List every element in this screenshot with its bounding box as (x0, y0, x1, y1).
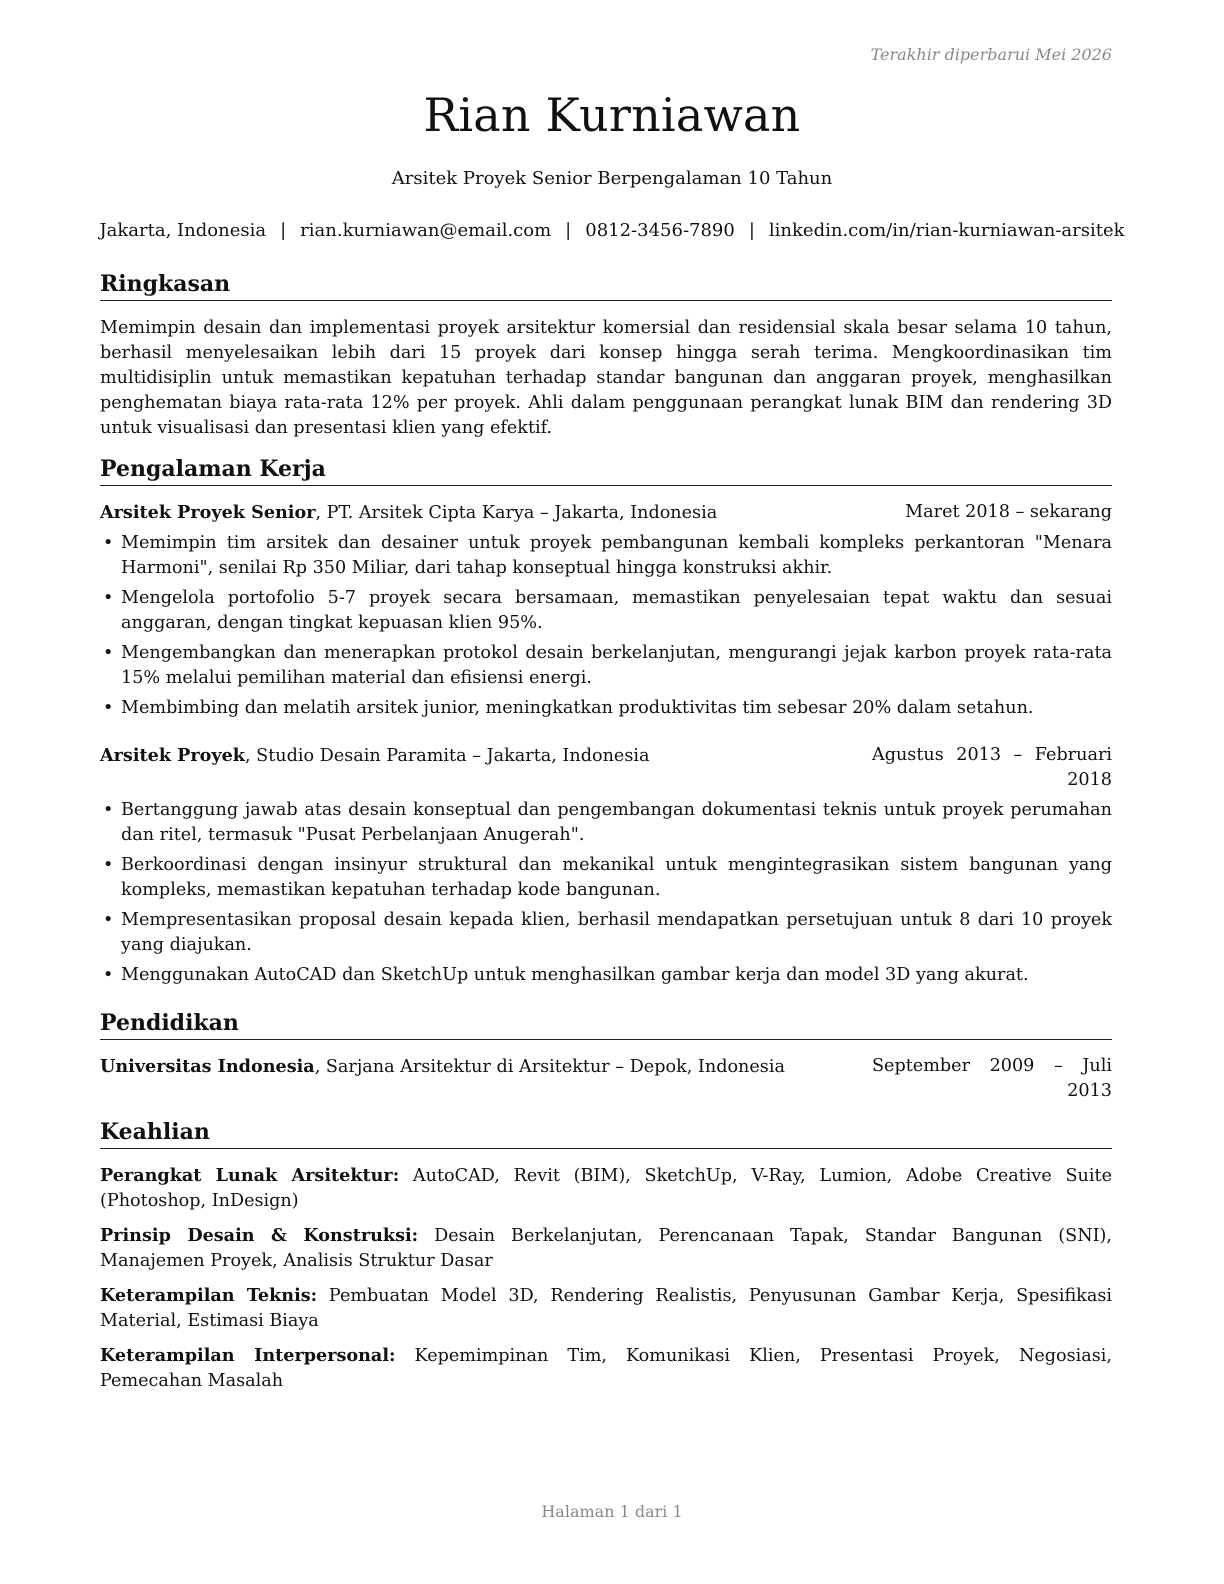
job-bullet: • Memimpin tim arsitek dan desainer untuk proyek pembangunan kembali kompleks perkantoran "Menara Harmoni", senilai Rp 350 Miliar, dari tahap konseptual hingga konstruksi akhir. (103, 533, 1112, 578)
job-bullet: • Mengembangkan dan menerapkan protokol desain berkelanjutan, mengurangi jejak karbon proyek rata-rata 15% melalui pemilihan material dan efisiensi energi. (103, 643, 1112, 688)
job-bullet: • Mengelola portofolio 5-7 proyek secara bersamaan, memastikan penyelesaian tepat waktu dan sesuai anggaran, dengan tingkat kepuasan klien 95%. (103, 588, 1112, 633)
skill-label: Keterampilan Interpersonal: (100, 1345, 396, 1366)
contact-line (0, 220, 1224, 241)
job-bullet: • Bertanggung jawab atas desain konseptual dan pengembangan dokumentasi teknis untuk proyek perumahan dan ritel, termasuk "Pusat Perbelanjaan Anugerah". (103, 800, 1112, 845)
bullet-icon: • (103, 910, 114, 930)
education-dates: September 2009 – Juli 2013 (872, 1056, 1112, 1101)
section-title-experience: Pengalaman Kerja (100, 455, 1112, 486)
contact-phone: 0812-3456-7890 (585, 220, 735, 241)
job-dates: Agustus 2013 – Februari 2018 (872, 745, 1112, 790)
job-title-line (100, 500, 905, 526)
bullet-icon: • (103, 698, 114, 718)
bullet-icon: • (103, 533, 114, 553)
education-school: Universitas Indonesia (100, 1056, 315, 1077)
candidate-name: Rian Kurniawan (423, 88, 801, 142)
skill-label: Prinsip Desain & Konstruksi: (100, 1225, 419, 1246)
contact-location: Jakarta, Indonesia (99, 220, 267, 241)
bullet-icon: • (103, 588, 114, 608)
summary-text: Memimpin desain dan implementasi proyek arsitektur komersial dan residensial skala besar selama 10 tahun, berhasil menyelesaikan lebih dari 15 proyek dari konsep hingga serah terima. Mengkoordinasikan tim multidisiplin untuk memastikan kepatuhan terhadap standar bangunan dan anggaran proyek, menghasilkan penghematan biaya rata-rata 12% per proyek. Ahli dalam penggunaan perangkat lunak BIM dan rendering 3D untuk visualisasi dan presentasi klien yang efektif. (100, 318, 1112, 438)
skill-value: Kepemimpinan Tim, Komunikasi Klien, Presentasi Proyek, Negosiasi, Pemecahan Masalah (100, 1346, 1113, 1391)
education-entry (100, 1054, 1112, 1104)
skill-value: Desain Berkelanjutan, Perencanaan Tapak, Standar Bangunan (SNI), Manajemen Proyek, Analisis Struktur Dasar (100, 1226, 1112, 1271)
job-entry (100, 500, 1112, 721)
skill-value: Pembuatan Model 3D, Rendering Realistis, Penyusunan Gambar Kerja, Spesifikasi Material, Estimasi Biaya (100, 1286, 1112, 1331)
job-role: Arsitek Proyek (100, 745, 245, 766)
education-section (100, 1009, 1112, 1104)
job-bullet: • Mempresentasikan proposal desain kepada klien, berhasil mendapatkan persetujuan untuk 8 dari 10 proyek yang diajukan. (103, 910, 1112, 955)
page-number: Halaman 1 dari 1 (541, 1502, 683, 1521)
skill-row (100, 1343, 1112, 1394)
skill-row (100, 1223, 1112, 1274)
skills-section (100, 1118, 1112, 1403)
contact-separator: | (280, 220, 287, 241)
bullet-icon: • (103, 855, 114, 875)
skill-value: AutoCAD, Revit (BIM), SketchUp, V-Ray, Lumion, Adobe Creative Suite (Photoshop, InDesign) (100, 1166, 1112, 1211)
skills-list (100, 1163, 1112, 1394)
candidate-tagline: Arsitek Proyek Senior Berpengalaman 10 Tahun (391, 168, 833, 189)
section-title-summary: Ringkasan (100, 270, 1112, 301)
job-header (100, 743, 1112, 793)
job-title-line (100, 743, 872, 793)
job-entry (100, 743, 1112, 988)
skill-label: Perangkat Lunak Arsitektur: (100, 1165, 400, 1186)
education-detail: , Sarjana Arsitektur di Arsitektur – Depok, Indonesia (314, 1057, 785, 1077)
skill-label: Keterampilan Teknis: (100, 1285, 318, 1306)
job-bullet: • Berkoordinasi dengan insinyur struktural dan mekanikal untuk mengintegrasikan sistem bangunan yang kompleks, memastikan kepatuhan terhadap kode bangunan. (103, 855, 1112, 900)
job-bullet: • Menggunakan AutoCAD dan SketchUp untuk menghasilkan gambar kerja dan model 3D yang akurat. (100, 963, 1112, 988)
job-company: , Studio Desain Paramita – Jakarta, Indonesia (245, 746, 650, 766)
job-bullets (100, 798, 1112, 988)
skill-row (100, 1163, 1112, 1214)
bullet-icon: • (103, 800, 114, 820)
section-title-education: Pendidikan (100, 1009, 1112, 1040)
last-updated-note: Terakhir diperbarui Mei 2026 (870, 45, 1112, 64)
skill-row (100, 1283, 1112, 1334)
section-title-skills: Keahlian (100, 1118, 1112, 1149)
contact-email[interactable]: rian.kurniawan@email.com (300, 220, 552, 241)
job-bullets (100, 531, 1112, 721)
contact-separator: | (748, 220, 755, 241)
contact-separator: | (565, 220, 572, 241)
job-dates: Maret 2018 – sekarang (905, 502, 1112, 522)
job-header (100, 500, 1112, 526)
education-line (100, 1054, 872, 1104)
bullet-icon: • (103, 643, 114, 663)
job-role: Arsitek Proyek Senior (100, 502, 316, 523)
contact-linkedin[interactable]: linkedin.com/in/rian-kurniawan-arsitek (768, 220, 1125, 241)
bullet-icon: • (103, 965, 114, 985)
job-company: , PT. Arsitek Cipta Karya – Jakarta, Indonesia (315, 503, 718, 523)
experience-section (100, 455, 1112, 993)
summary-section (100, 270, 1112, 441)
job-bullet: • Membimbing dan melatih arsitek junior, meningkatkan produktivitas tim sebesar 20% dalam setahun. (100, 696, 1112, 721)
